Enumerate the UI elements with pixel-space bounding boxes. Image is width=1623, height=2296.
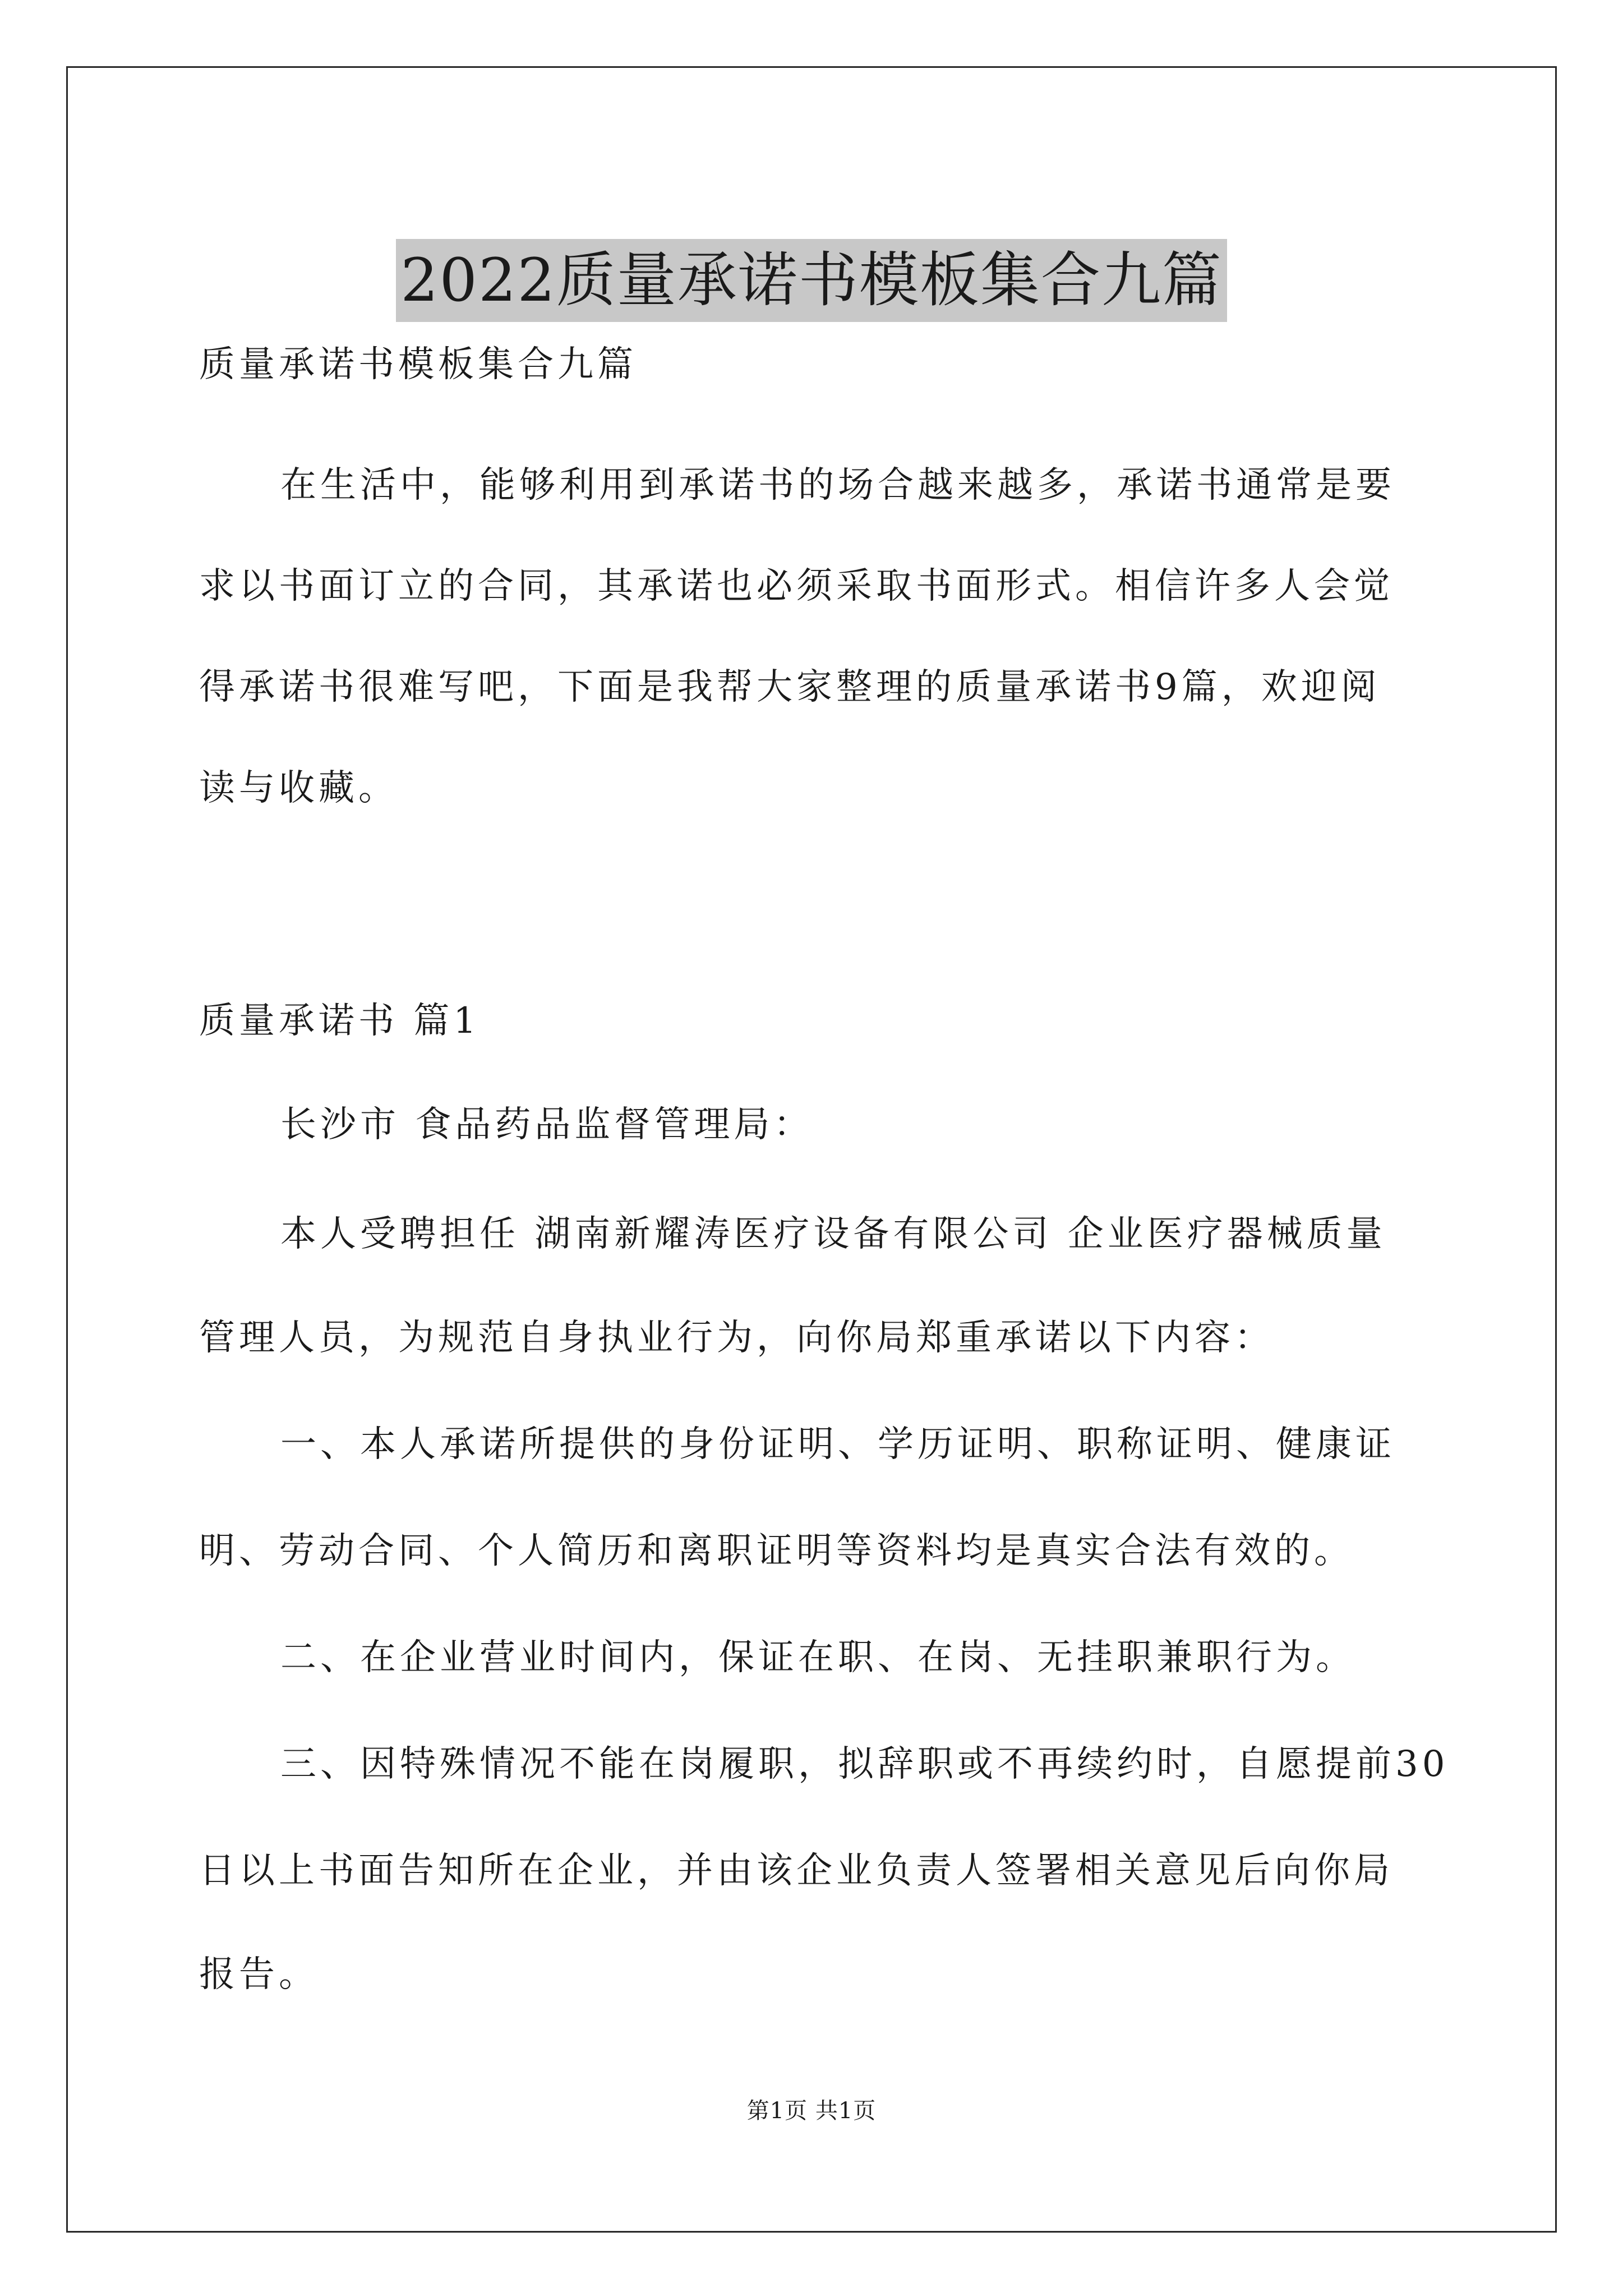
body-line-3: 一、本人承诺所提供的身份证明、学历证明、职称证明、健康证 (280, 1424, 1395, 1465)
body-line-6: 三、因特殊情况不能在岗履职，拟辞职或不再续约时，自愿提前30 (280, 1743, 1449, 1785)
body-line-8: 报告。 (199, 1954, 319, 1995)
document-title: 2022质量承诺书模板集合九篇 (396, 239, 1227, 322)
page-number-footer: 第1页 共1页 (746, 2098, 877, 2124)
body-line-2: 管理人员，为规范自身执业行为，向你局郑重承诺以下内容： (199, 1317, 1274, 1359)
intro-line-1: 在生活中，能够利用到承诺书的场合越来越多，承诺书通常是要 (280, 464, 1395, 506)
document-subtitle: 质量承诺书模板集合九篇 (199, 344, 637, 385)
section-heading: 质量承诺书 篇1 (199, 1000, 481, 1042)
body-line-7: 日以上书面告知所在企业，并由该企业负责人签署相关意见后向你局 (199, 1850, 1394, 1892)
body-line-1: 本人受聘担任 湖南新耀涛医疗设备有限公司 企业医疗器械质量 (280, 1213, 1386, 1255)
body-line-5: 二、在企业营业时间内，保证在职、在岗、无挂职兼职行为。 (280, 1637, 1355, 1678)
addressee-line: 长沙市 食品药品监督管理局： (280, 1104, 814, 1145)
title-container (0, 199, 1623, 362)
intro-line-4: 读与收藏。 (199, 767, 398, 809)
intro-line-2: 求以书面订立的合同，其承诺也必须采取书面形式。相信许多人会觉 (199, 565, 1394, 607)
body-line-4: 明、劳动合同、个人简历和离职证明等资料均是真实合法有效的。 (199, 1530, 1354, 1572)
intro-line-3: 得承诺书很难写吧，下面是我帮大家整理的质量承诺书9篇，欢迎阅 (199, 666, 1381, 708)
